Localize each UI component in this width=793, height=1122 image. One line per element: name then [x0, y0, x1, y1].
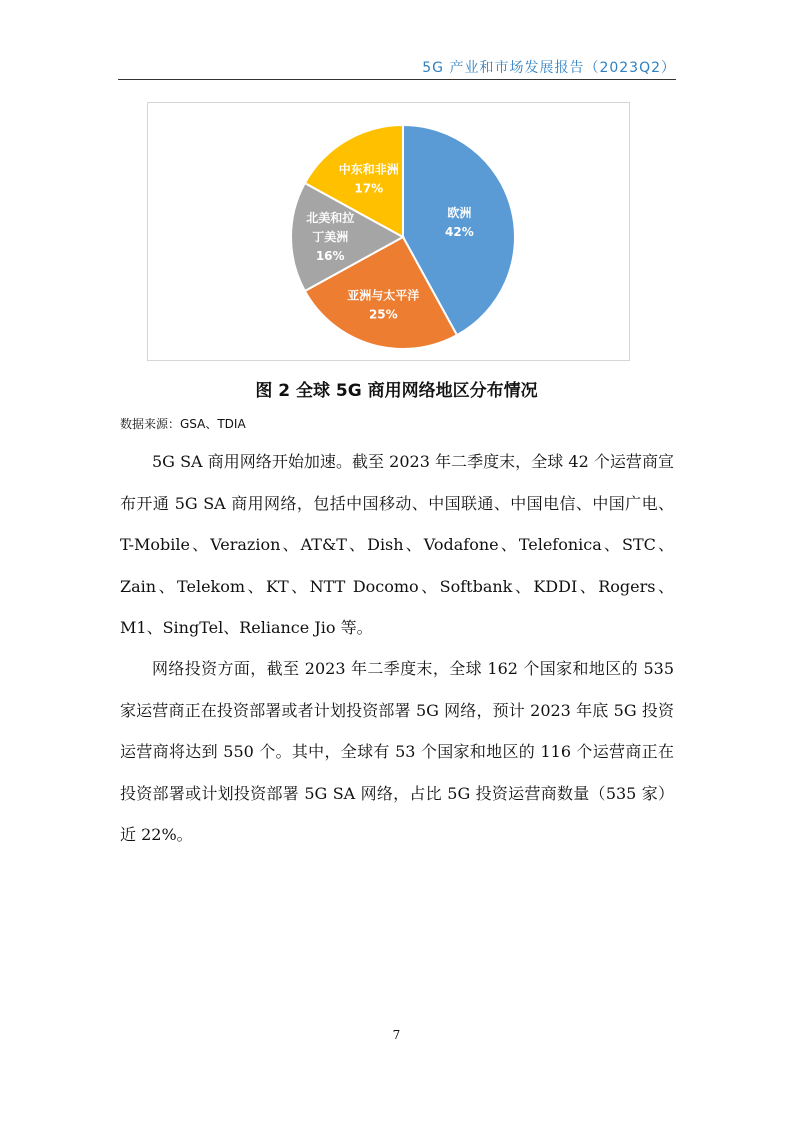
page-number: 7 [392, 1028, 401, 1042]
pie-slice-percent: 16% [315, 249, 345, 263]
page-header [118, 55, 676, 80]
pie-slice-label: 北美和拉 [306, 211, 355, 225]
pie-chart [147, 102, 630, 361]
pie-slice-percent: 42% [445, 225, 474, 240]
paragraph-network-investment: 网络投资方面，截至 2023 年二季度末，全球 162 个国家和地区的 535 家运营商正在投资部署或者计划投资部署 5G 网络，预计 2023 年底 5G 投资运营商将达到 550 个。其中，全球有 53 个国家和地区的 116 个运营商正在投资部署或计划投资部署 5G SA 网络，占比 5G 投资运营商数量（535 家）近 22%。 [120, 659, 674, 845]
pie-slice-label: 中东和非洲 [338, 162, 399, 177]
paragraph-sa-networks: 5G SA 商用网络开始加速。截至 2023 年二季度末，全球 42 个运营商宣布开通 5G SA 商用网络，包括中国移动、中国联通、中国电信、中国广电、T-Mobile、Verazion、AT&T、Dish、Vodafone、Telefonica、STC、Zain、Telekom、KT、NTT Docomo、Softbank、KDDI、Rogers、M1、SingTel、Reliance Jio 等。 [120, 452, 674, 638]
figure-caption: 图 2 全球 5G 商用网络地区分布情况 [255, 381, 538, 401]
pie-slice-percent: 17% [354, 181, 384, 196]
header-title: 5G 产业和市场发展报告（2023Q2） [422, 60, 676, 76]
pie-slice-label: 丁美洲 [312, 230, 349, 244]
pie-slice-percent: 25% [368, 307, 398, 322]
pie-slice-label: 欧洲 [447, 206, 472, 221]
data-source: 数据来源：GSA、TDIA [120, 417, 246, 431]
pie-chart-svg [148, 103, 629, 360]
pie-slice-label: 亚洲与太平洋 [347, 288, 420, 303]
